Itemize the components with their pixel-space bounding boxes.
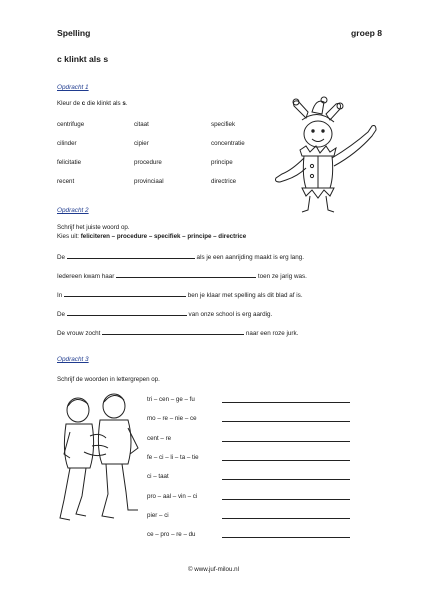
answer-line[interactable] — [222, 499, 350, 500]
opdracht-2-instruction: Schrijf het juiste woord op. — [57, 224, 130, 231]
sentence-1 — [57, 253, 304, 261]
answer-line[interactable] — [222, 460, 350, 461]
sentence-text-before: Iedereen kwam haar — [57, 273, 117, 280]
syllable-item: pier – ci — [147, 511, 169, 519]
instruction-text: die klinkt als — [85, 100, 123, 107]
sentence-2 — [57, 272, 307, 280]
answer-blank[interactable] — [64, 291, 186, 297]
opdracht-2-choices — [57, 233, 246, 240]
opdracht-1-heading: Opdracht 1 — [57, 84, 89, 91]
sentence-5 — [57, 329, 298, 337]
word-item: concentratie — [211, 140, 245, 147]
sentence-text-after: als je een aanrijding maakt is erg lang. — [194, 254, 305, 261]
sentence-text-after: naar een roze jurk. — [244, 330, 299, 337]
subject-title: Spelling — [57, 28, 91, 38]
word-item: cilinder — [57, 140, 77, 147]
word-item: directrice — [211, 178, 237, 185]
word-item: recent — [57, 178, 75, 185]
syllable-item: pro – aal – vin – ci — [147, 492, 198, 500]
sentence-text-after: ben je klaar met spelling als dit blad af is. — [186, 292, 303, 299]
choices-words: feliciteren – procedure – specifiek – principe – directrice — [80, 233, 247, 240]
sentence-text-after: van onze school is erg aardig. — [186, 311, 273, 318]
word-item: provinciaal — [134, 178, 164, 185]
opdracht-1-instruction — [57, 100, 128, 107]
sentence-4 — [57, 310, 272, 318]
syllable-item: fe – ci – li – ta – tie — [147, 453, 199, 461]
instruction-text: Kleur de — [57, 100, 82, 107]
word-item: principe — [211, 159, 233, 166]
sentence-text-before: De — [57, 311, 67, 318]
sentence-text-before: De vrouw zocht — [57, 330, 103, 337]
group-label: groep 8 — [351, 28, 383, 38]
answer-blank[interactable] — [116, 272, 256, 278]
instruction-text: . — [125, 100, 128, 107]
children-illustration — [56, 392, 146, 532]
sentence-3 — [57, 291, 303, 299]
word-item: specifiek — [211, 121, 236, 128]
opdracht-3-instruction: Schrijf de woorden in lettergrepen op. — [57, 376, 160, 383]
word-item: cipier — [134, 140, 149, 147]
answer-line[interactable] — [222, 441, 350, 442]
choices-prefix: Kies uit: — [57, 233, 81, 240]
word-item: citaat — [134, 121, 149, 128]
instruction-letter-c: c — [81, 100, 86, 107]
sentence-text-after: toen ze jarig was. — [256, 273, 307, 280]
answer-line[interactable] — [222, 537, 350, 538]
word-item: centrifuge — [57, 121, 85, 128]
answer-blank[interactable] — [102, 329, 244, 335]
opdracht-2-heading: Opdracht 2 — [57, 207, 89, 214]
syllable-item: ci – taat — [147, 473, 169, 481]
answer-line[interactable] — [222, 518, 350, 519]
answer-line[interactable] — [222, 402, 350, 403]
answer-blank[interactable] — [67, 253, 195, 259]
footer-copyright: © www.juf-milou.nl — [188, 566, 239, 573]
instruction-letter-s: s — [122, 100, 126, 107]
syllable-item: tri – cen – ge – fu — [147, 396, 195, 403]
answer-line[interactable] — [222, 421, 350, 422]
word-item: felicitatie — [57, 159, 82, 166]
syllable-item: cent – re — [147, 434, 172, 442]
jester-illustration — [272, 96, 384, 214]
sentence-text-before: De — [57, 254, 67, 261]
word-item: procedure — [134, 159, 162, 166]
page-title: c klinkt als s — [57, 54, 109, 64]
answer-blank[interactable] — [67, 310, 187, 316]
opdracht-3-heading: Opdracht 3 — [57, 356, 89, 363]
syllable-item: mo – re – nie – ce — [147, 415, 197, 423]
syllable-item: ce – pro – re – du — [147, 531, 196, 539]
answer-line[interactable] — [222, 479, 350, 480]
sentence-text-before: In — [57, 292, 65, 299]
